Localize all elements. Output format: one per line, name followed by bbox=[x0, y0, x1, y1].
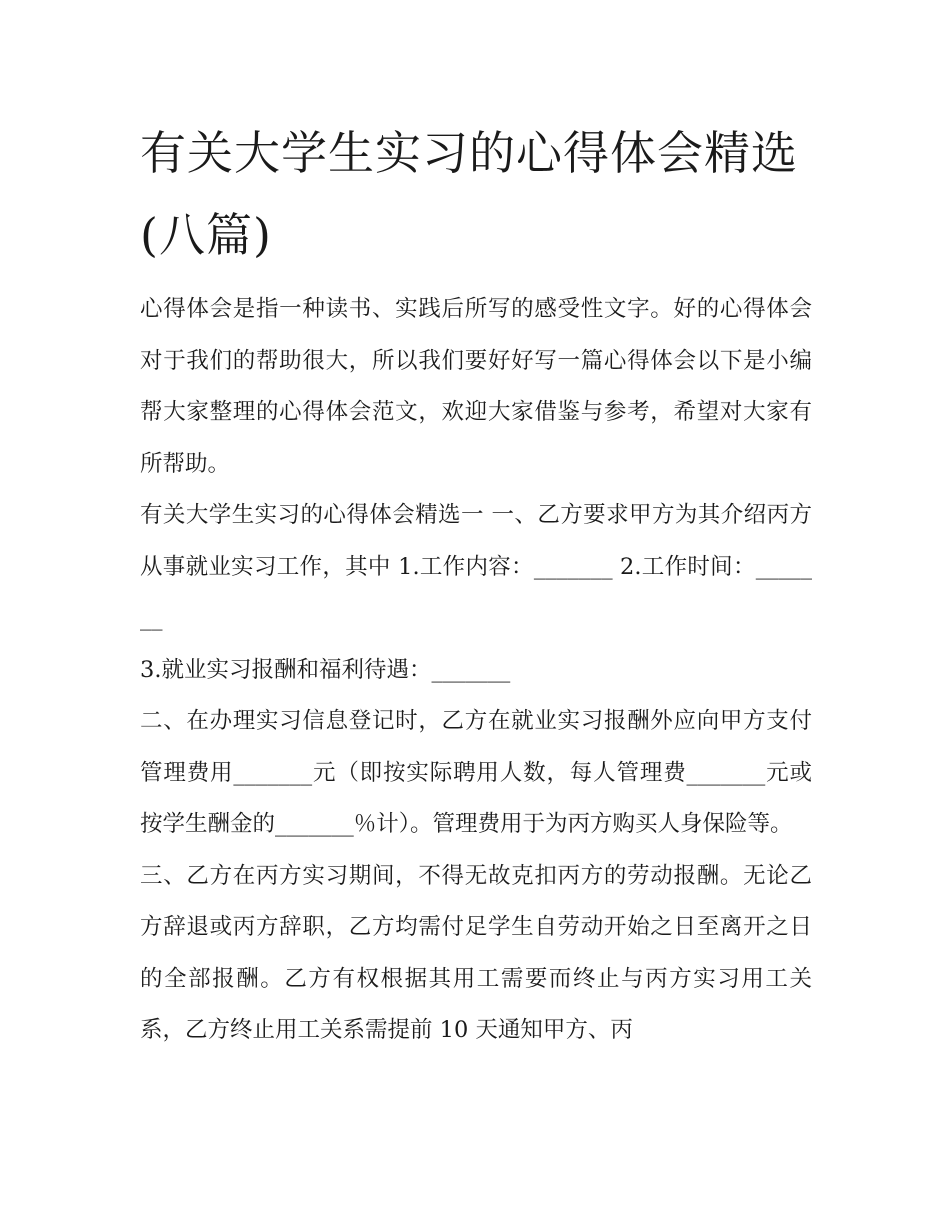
paragraph-section-three: 三、乙方在丙方实习期间，不得无故克扣丙方的劳动报酬。无论乙方辞退或丙方辞职，乙方均需付足学生自劳动开始之日至离开之日的全部报酬。乙方有权根据其用工需要而终止与丙方实习用工关系，乙方终止用工关系需提前 10 天通知甲方、丙 bbox=[140, 862, 812, 1043]
paragraph-section-two: 二、在办理实习信息登记时，乙方在就业实习报酬外应向甲方支付管理费用_______元（即按实际聘用人数，每人管理费_______元或按学生酬金的_______％计）。管理费用于为丙方购买人身保险等。 bbox=[140, 708, 812, 837]
document-page bbox=[140, 112, 812, 1057]
paragraph-item-three: 3.就业实习报酬和福利待遇：_______ bbox=[140, 656, 511, 683]
document-title: 有关大学生实习的心得体会精选(八篇) bbox=[140, 126, 798, 262]
paragraph-intro: 心得体会是指一种读书、实践后所写的感受性文字。好的心得体会对于我们的帮助很大，所以我们要好好写一篇心得体会以下是小编帮大家整理的心得体会范文，欢迎大家借鉴与参考，希望对大家有所帮助。 bbox=[140, 296, 812, 477]
paragraph-section-one: 有关大学生实习的心得体会精选一 一、乙方要求甲方为其介绍丙方从事就业实习工作，其中 1.工作内容：_______ 2.工作时间：_______ bbox=[140, 502, 812, 631]
